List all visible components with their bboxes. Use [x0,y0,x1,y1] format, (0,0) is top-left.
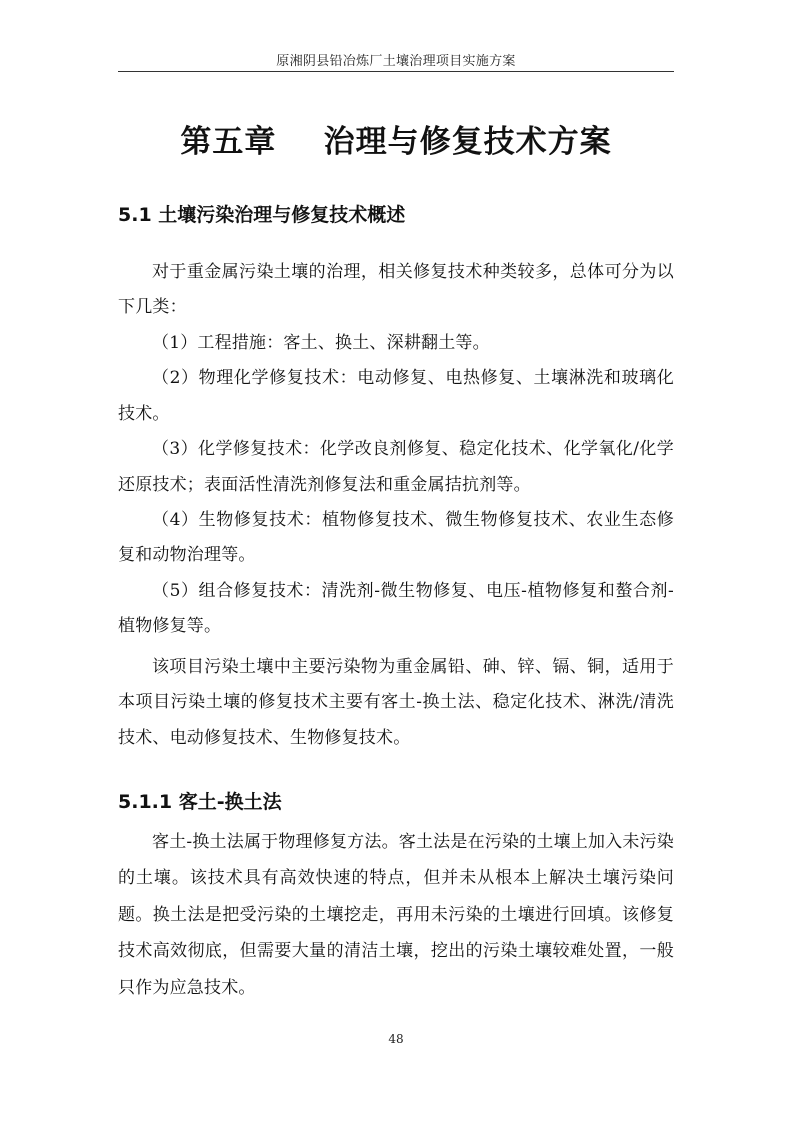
list-item: （5）组合修复技术：清洗剂-微生物修复、电压-植物修复和螯合剂-植物修复等。 [118,580,674,637]
list-item: （3）化学修复技术：化学改良剂修复、稳定化技术、化学氧化/化学还原技术；表面活性清洗剂修复法和重金属拮抗剂等。 [118,439,674,495]
section-heading-5-1: 5.1 土壤污染治理与修复技术概述 [118,204,406,226]
list-item: （4）生物修复技术：植物修复技术、微生物修复技术、农业生态修复和动物治理等。 [118,510,674,566]
list-item: （2）物理化学修复技术：电动修复、电热修复、土壤淋洗和玻璃化技术。 [118,368,674,424]
running-header: 原湘阴县铅冶炼厂土壤治理项目实施方案 [276,54,516,69]
list-item: （1）工程措施：客土、换土、深耕翻土等。 [152,333,490,353]
intro-paragraph: 对于重金属污染土壤的治理，相关修复技术种类较多，总体可分为以下几类： [118,262,674,318]
section-heading-5-1-1: 5.1.1 客土-换土法 [118,791,282,813]
chapter-title: 第五章 治理与修复技术方案 [180,124,612,160]
summary-paragraph: 该项目污染土壤中主要污染物为重金属铅、砷、锌、镉、铜，适用于本项目污染土壤的修复技术主要有客土-换土法、稳定化技术、淋洗/清洗技术、电动修复技术、生物修复技术。 [118,657,674,748]
body-paragraph: 客土-换土法属于物理修复方法。客土法是在污染的土壤上加入未污染的土壤。该技术具有高效快速的特点，但并未从根本上解决土壤污染问题。换土法是把受污染的土壤挖走，再用未污染的土壤进行回填。该修复技术高效彻底，但需要大量的清洁土壤，挖出的污染土壤较难处置，一般只作为应急技术。 [118,832,674,998]
header-divider [118,71,674,72]
page-number: 48 [388,1032,404,1046]
technique-list [118,326,674,645]
